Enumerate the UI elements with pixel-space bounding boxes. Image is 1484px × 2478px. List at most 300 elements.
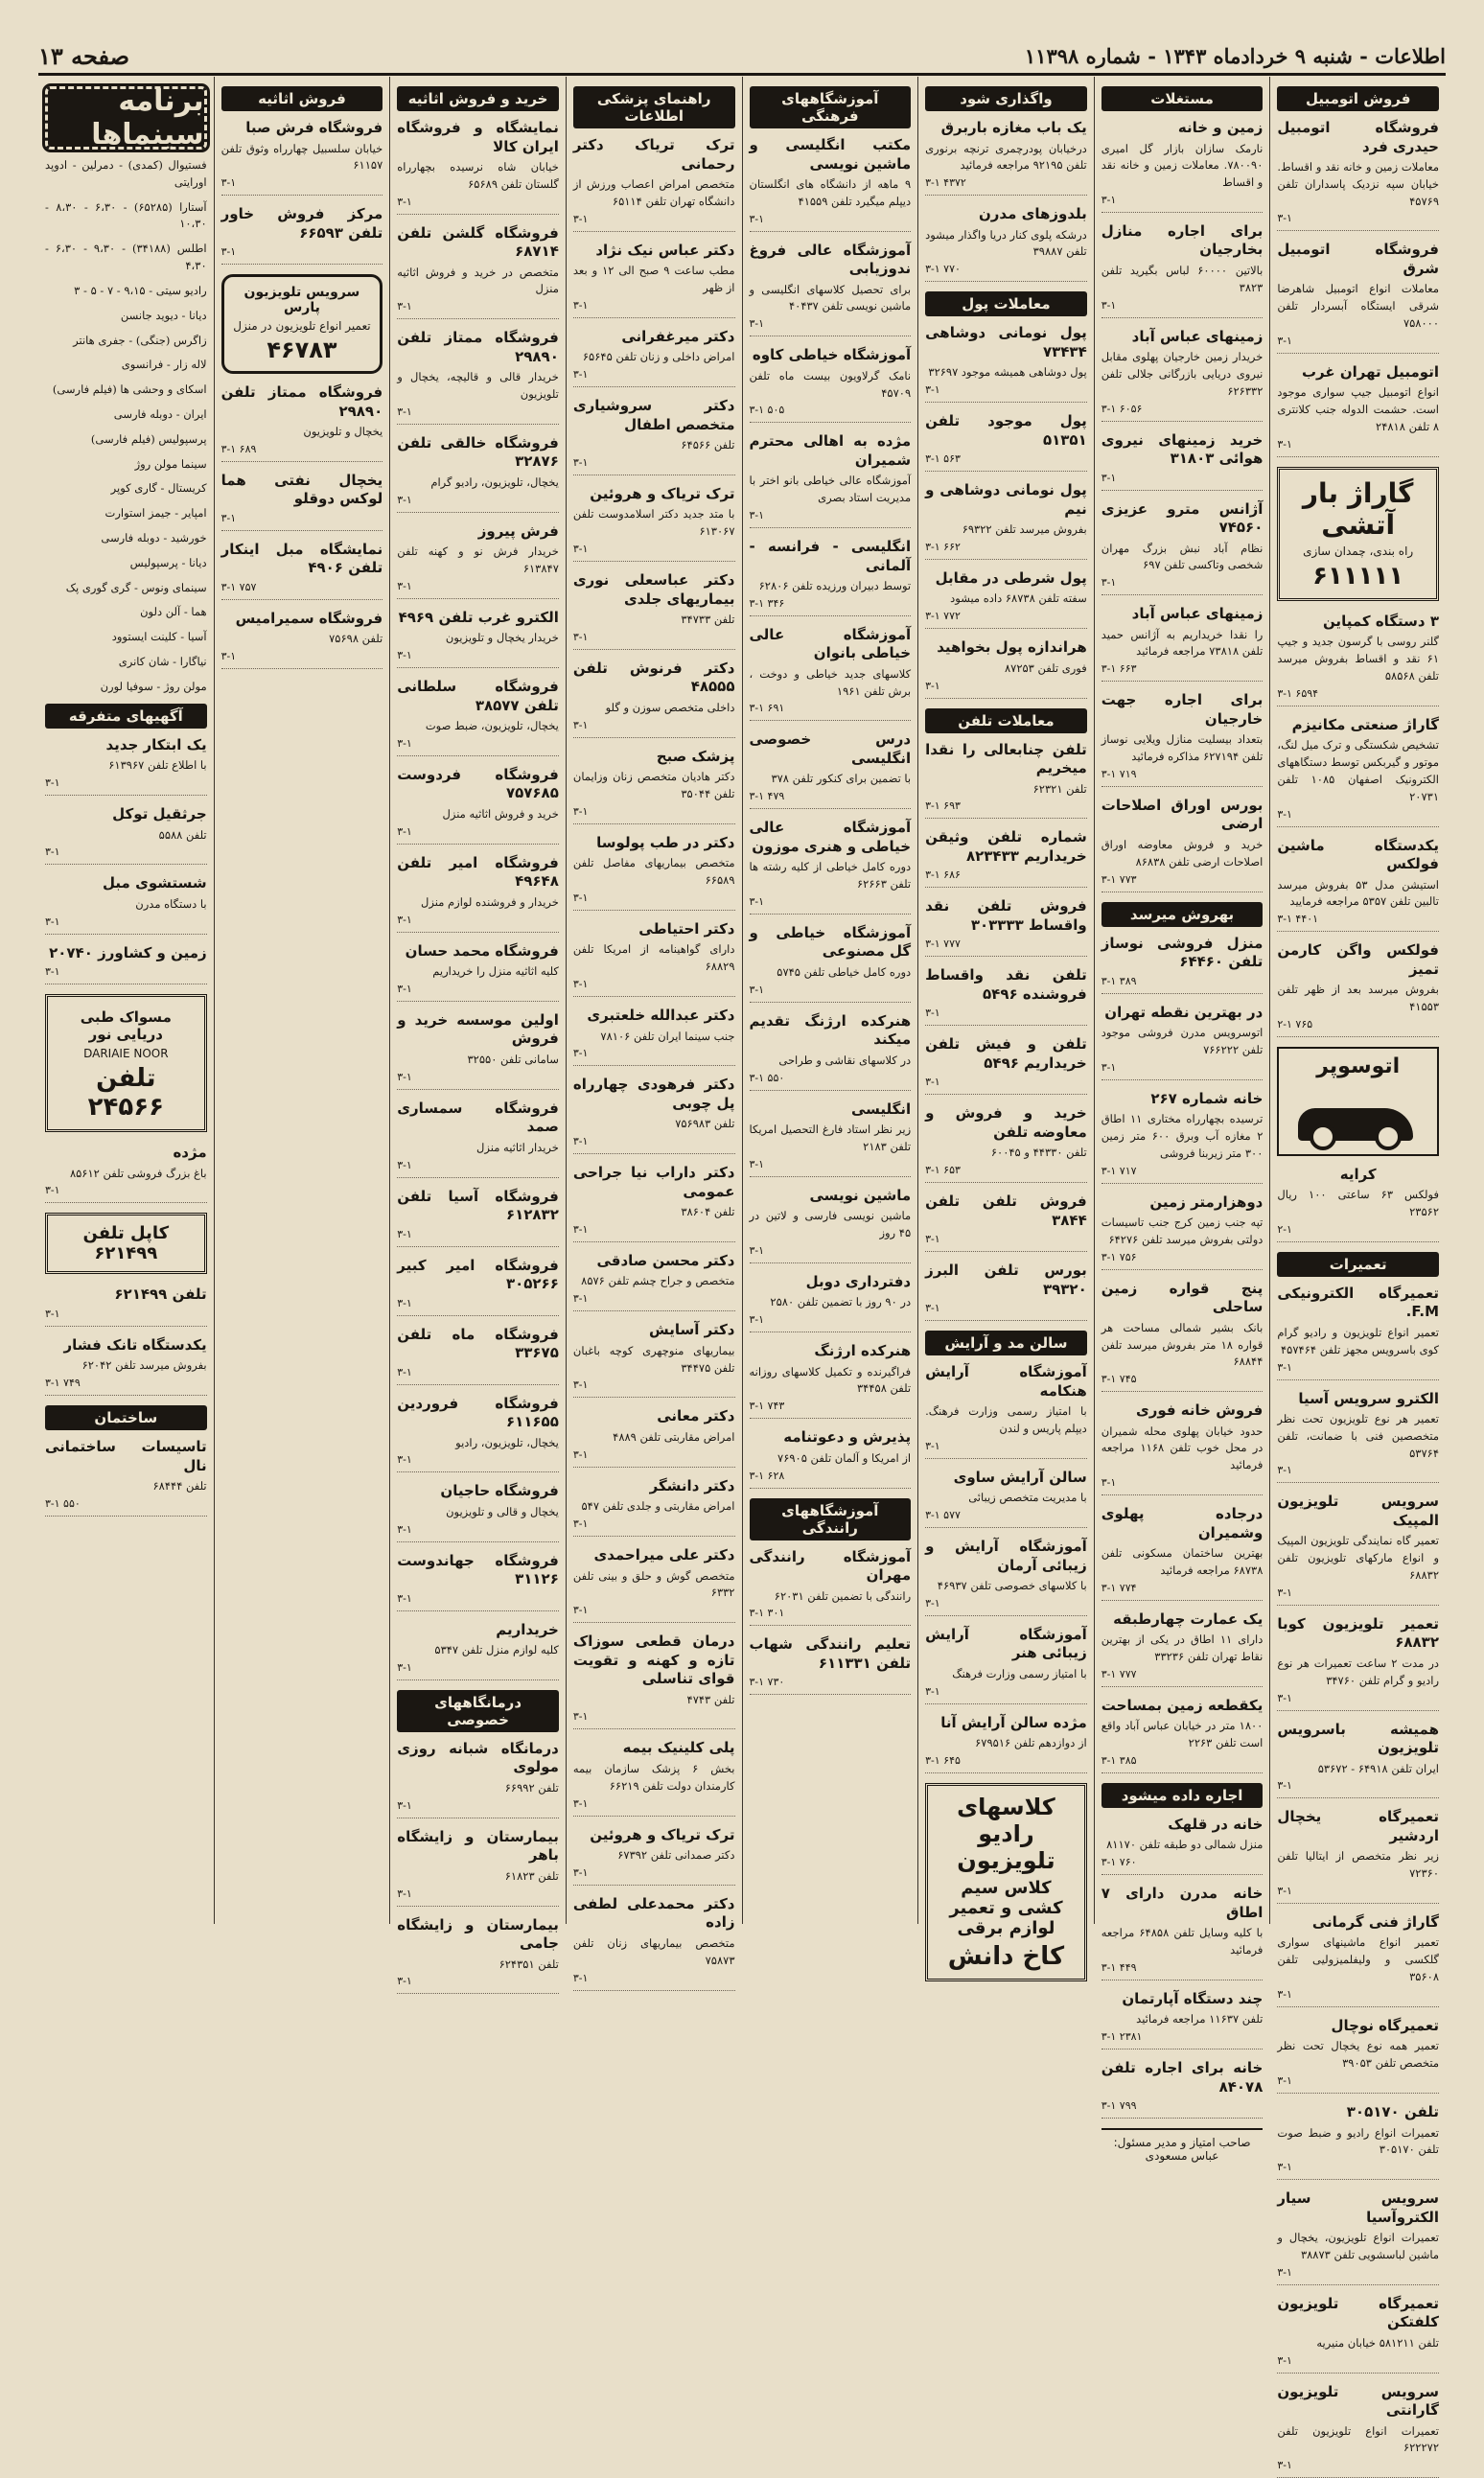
ad-body: یخچال، تلویزیون، رادیو [455, 1435, 559, 1449]
classified-ad [573, 571, 735, 650]
ad-code: ۳-۱ [45, 915, 60, 928]
ad-code: ۳-۱ [1101, 193, 1117, 206]
classified-ad [925, 324, 1087, 403]
ad-code: ۳-۱ [572, 1292, 589, 1306]
ad-title: دکتر داراب نیا جراحی عمومی [572, 1164, 735, 1200]
section-header: واگذاری شود [925, 86, 1087, 111]
ad-code: ۳-۱ [572, 1135, 589, 1148]
ad-code: ۳-۱ [749, 212, 765, 225]
classified-ad [1101, 1610, 1264, 1687]
car-icon [1298, 1108, 1413, 1141]
classified-ad [1101, 119, 1264, 213]
ad-code: ۳-۱ [749, 317, 765, 331]
ad-title: آموزشگاه عالی فروغ ندوزیابی [749, 241, 912, 278]
ad-body: نامک گرلاویون بیست ماه تلفن ۴۵۷۰۹ [749, 368, 912, 400]
ad-code: ۳-۱ ۵۰۵ [749, 404, 785, 417]
ad-title: زمین و کشاورز ۲۰۷۴۰ [49, 943, 207, 961]
tv-service-number: ۴۶۷۸۳ [267, 336, 337, 364]
classified-ad [750, 626, 912, 722]
ad-body: با تضمین برای کنکور تلفن ۳۷۸ [771, 772, 912, 786]
classified-ad [1101, 691, 1264, 787]
ad-body: را نقدا خریداریم به آژانس حمید تلفن ۷۳۸۱۸ مراجعه فرمائید [1101, 627, 1264, 659]
ad-title: مژده به اهالی محترم شمیران [749, 432, 912, 469]
ad-title: فروشگاه سمساری صمد [397, 1099, 559, 1136]
ad-title: فروشگاه جهاندوست ۳۱۱۲۶ [397, 1551, 559, 1588]
ad-code: ۳-۱ ۷۹۹ [1101, 2099, 1137, 2113]
cinema-listing: نیاگارا - شان کانری [118, 655, 207, 669]
ad-body: بالاتین ۶۰۰۰۰ لباس بگیرید تلفن ۳۸۲۳ [1101, 263, 1264, 294]
ad-body: تلفن ۴۷۴۳ [686, 1692, 735, 1706]
classified-ad [925, 1262, 1087, 1321]
classified-ad [925, 966, 1087, 1026]
cinema-listing: مولن روژ - سوفیا لورن [100, 679, 207, 693]
ad-code: ۳-۱ [397, 1660, 412, 1674]
ad-body: دکتر هادیان متخصص زنان وزایمان تلفن ۳۵۰۴۴ [572, 770, 735, 800]
classified-ad [1101, 222, 1264, 318]
classified-ad [1101, 1990, 1264, 2050]
ad-body: تعمیر گاه نمایندگی تلویزیون المپیک و انواع مارکهای تلویزیون تلفن ۶۸۸۳۲ [1277, 1534, 1439, 1583]
tv-service-ad [221, 274, 383, 374]
classified-ad [397, 609, 559, 668]
ad-code: ۲-۱ ۷۶۵ [1277, 1017, 1313, 1031]
ad-code: ۳-۱ [925, 1076, 940, 1089]
ad-code: ۳-۱ [572, 1710, 589, 1724]
ad-code: ۳-۱ ۷۷۴ [1101, 1581, 1137, 1594]
ad-body: منزل شمالی دو طبقه تلفن ۸۱۱۷۰ [1106, 1838, 1264, 1852]
ad-body: سفته تلفن ۶۸۷۳۸ داده میشود [950, 591, 1087, 606]
classified-ad [221, 541, 383, 600]
ad-code: ۳-۱ [925, 1439, 940, 1452]
ad-code: ۳-۱ [925, 1684, 940, 1698]
ad-code: ۳-۱ ۶۹۳ [925, 799, 961, 813]
ad-title: ترک تریاک دکتر رحمانی [572, 136, 735, 173]
ad-title: دکتر عباسعلی نوری بیماریهای جلدی [572, 571, 735, 608]
classified-ad [397, 1100, 559, 1178]
classified-ad [573, 1826, 735, 1886]
ad-code: ۳-۱ ۶۸۹ [220, 442, 257, 455]
classified-ad [397, 1257, 559, 1316]
classified-ad [573, 136, 735, 232]
section-header: فروش اثاثیه [221, 86, 383, 111]
classified-ad [1101, 2059, 1264, 2119]
ad-title: فروشگاه فروردین ۶۱۱۶۵۵ [397, 1394, 559, 1430]
ad-code: ۳-۱ ۳۸۵ [1101, 1753, 1137, 1767]
ad-code: ۳-۱ [1277, 1586, 1292, 1599]
ad-title: بیمارستان و زایشگاه جامی [397, 1915, 559, 1953]
cinema-listing: امپایر - جیمز استوارت [104, 506, 207, 521]
ad-title: آموزشگاه عالی خیاطی و هنری موزون [749, 819, 912, 855]
ad-code: ۳-۱ [1277, 2265, 1292, 2279]
ad-body: متخصص و جراح چشم تلفن ۸۵۷۶ [581, 1274, 735, 1288]
ad-title: انگلیسی [850, 1100, 912, 1118]
ad-title: فروشگاه محمد حسان [405, 941, 559, 960]
ad-title: هنرکده ارژنگ [814, 1342, 912, 1360]
ad-code: ۳-۱ [572, 1865, 589, 1879]
ad-title: تعمیرگاه الکترونیکی F.M. [1277, 1284, 1439, 1321]
ad-code: ۳-۱ [397, 1296, 412, 1309]
ad-body: تلفن ۵۸۱۲۱۱ خیابان منیریه [1316, 2335, 1439, 2350]
ad-title: یکدستگاه ماشین فولکس [1277, 836, 1439, 872]
ad-code: ۳-۱ [45, 776, 60, 789]
ad-body: ترسیده بچهارراه مختاری ۱۱ اطاق ۲ مغازه آب وبرق ۶۰۰ متر زمین ۳۰۰ متر زیربنا فروشی [1101, 1112, 1264, 1160]
classified-ad [750, 924, 912, 1003]
classified-ad [45, 805, 207, 865]
ad-title: فروشگاه فردوست ۷۵۷۶۸۵ [397, 765, 559, 802]
garage-ad-box [1277, 467, 1439, 601]
ad-title: فروشگاه اتومبیل شرق [1277, 241, 1439, 277]
ad-code: ۳-۱ [45, 965, 60, 979]
ad-code: ۳-۱ [749, 509, 765, 521]
garage-ad-title: گاراژ بار آتشی [1302, 476, 1414, 541]
ad-code: ۳-۱ ۷۴۹ [45, 1377, 81, 1390]
ad-code: ۳-۱ ۷۴۳ [749, 1400, 785, 1413]
ad-code: ۳-۱ [397, 982, 412, 995]
ad-title: فروشگاه سلطانی تلفن ۳۸۵۷۷ [397, 678, 559, 714]
ad-code: ۳-۱ ۷۱۷ [1101, 1164, 1137, 1177]
classified-ad [1277, 2383, 1439, 2478]
ad-code: ۳-۱ [572, 1604, 589, 1617]
classified-ad [397, 1188, 559, 1247]
ad-code: ۳-۱ ۴۴۰۱ [1277, 913, 1319, 926]
ad-code: ۳-۱ [397, 824, 412, 838]
classified-ad [1101, 431, 1264, 491]
ad-code: ۳-۱ [572, 1971, 589, 1984]
ad-body: یخچال و قالی و تلویزیون [446, 1504, 559, 1518]
classified-ad [397, 1740, 559, 1818]
classified-ad [397, 434, 559, 513]
ad-code: ۳-۱ [749, 1313, 765, 1327]
ad-code: ۳-۱ [749, 983, 765, 996]
ad-body: توسط دبیران ورزیده تلفن ۶۲۸۰۶ [758, 579, 912, 592]
ad-code: ۳-۱ [397, 1365, 412, 1378]
tv-service-subtitle: تعمیر انواع تلویزیون در منزل [233, 319, 371, 334]
ad-title: درمانگاه شبانه روزی مولوی [397, 1739, 559, 1776]
ad-body: خریدار فرش نو و کهنه تلفن ۶۱۳۸۴۷ [397, 544, 559, 575]
ad-title: دوهزارمتر زمین [1149, 1193, 1264, 1211]
classified-ad [573, 1407, 735, 1467]
ad-code: ۳-۱ [1101, 576, 1117, 590]
classified-ad [925, 119, 1087, 196]
ad-title: تعلیم رانندگی شهاب تلفن ۶۱۱۳۳۱ [749, 1635, 912, 1672]
toothbrush-ad [45, 994, 207, 1132]
ad-body: یخچال و تلویزیون [303, 425, 383, 439]
classified-ad [925, 1469, 1087, 1528]
ad-title: پزشک صبح [656, 747, 735, 765]
ad-code: ۳-۱ [220, 511, 237, 524]
classified-ad [925, 1035, 1087, 1095]
ad-title: ترک تریاک و هروئین [590, 484, 735, 502]
ad-title: دکتر آسایش [649, 1321, 735, 1339]
ad-title: سالن آرایش ساوی [953, 1468, 1087, 1486]
ad-code: ۳-۱ [572, 212, 589, 225]
classified-ad [397, 1482, 559, 1541]
ad-title: دفترداری دوبل [805, 1272, 912, 1290]
ad-title: مکتب انگلیسی و ماشین نویسی [749, 136, 912, 173]
ad-title: دکتر میرغفرانی [621, 327, 735, 345]
ad-code: ۳-۱ [1277, 1360, 1292, 1374]
ad-body: گلنر روسی با گرسون جدید و جیپ ۶۱ نقد و اقساط بفروش میرسد تلفن ۵۸۵۶۸ [1277, 635, 1439, 683]
classified-ad [573, 660, 735, 738]
classified-ad [1277, 1615, 1439, 1711]
classified-ad [1277, 837, 1439, 933]
ad-body: تلفن ۶۲۳۲۱ [1032, 781, 1087, 796]
ad-title: درجاده پهلوی وشمیران [1101, 1505, 1264, 1541]
classified-ad [397, 854, 559, 933]
ad-code: ۳-۱ ۵۶۳ [925, 452, 961, 466]
ad-title: هراندازه پول بخواهید [937, 638, 1087, 657]
column-schools [742, 77, 918, 1924]
ad-body: با کلیه وسایل تلفن ۶۴۸۵۸ مراجعه فرمائید [1101, 1926, 1264, 1957]
masthead-issue-info: اطلاعات - شنبه ۹ خردادماه ۱۳۴۳ - شماره ۱۱۳۹۸ [1024, 43, 1446, 68]
ad-code: ۳-۱ [397, 1158, 412, 1171]
classified-ad [573, 1739, 735, 1816]
ad-title: زمینهای عباس آباد [1131, 605, 1264, 623]
section-header: آموزشگاههای فرهنگی [750, 86, 912, 128]
ad-code: ۳-۱ [1277, 2353, 1292, 2367]
section-header: راهنمای پزشکی اطلاعات [573, 86, 735, 128]
classified-ad [750, 1342, 912, 1419]
ad-title: هنرکده ارژنگ تقدیم میکند [749, 1011, 912, 1049]
classified-ad [1277, 119, 1439, 231]
ad-code: ۳-۱ [925, 679, 940, 692]
ad-body: کلیه لوازم منزل تلفن ۵۳۴۷ [434, 1643, 559, 1657]
classified-ad [1277, 613, 1439, 706]
classified-ad [573, 397, 735, 475]
ad-body: یخچال، تلویزیون، ضبط صوت [425, 719, 559, 733]
ad-body: خریدار یخچال و تلویزیون [445, 631, 559, 645]
classified-ad [1277, 1166, 1439, 1242]
classified-ad [397, 678, 559, 756]
ad-title: تلفن ۳۰۵۱۷۰ [1346, 2103, 1439, 2120]
ad-body: معاملات زمین و خانه نقد و اقساط. خیابان سپه نزدیک پاسداران تلفن ۴۵۷۶۹ [1277, 160, 1439, 208]
classified-ad [1277, 2295, 1439, 2374]
ad-body: متخصص بیماریهای زنان تلفن ۷۵۸۷۳ [572, 1935, 735, 1967]
ad-title: تعمیرگاه تلویزیون کلفتکن [1277, 2294, 1439, 2331]
ad-title: دکتر سروشیاری متخصص اطفال [572, 397, 735, 433]
ad-title: ترک تریاک و هروئین [590, 1825, 735, 1843]
ad-body: ایران تلفن ۶۴۹۱۸ - ۵۳۶۷۲ [1317, 1761, 1439, 1775]
ad-code: ۳-۱ [572, 1517, 589, 1530]
ad-title: مژده سالن آرایش آنا [940, 1713, 1087, 1731]
ad-title: خانه مدرن دارای ۷ اطاق [1101, 1885, 1264, 1921]
ad-code: ۳-۱ [1277, 1779, 1292, 1793]
ad-body: نارمک سازان بازار گل امیری ۷۸۰۰۹۰. معاملات زمین و خانه نقد و اقساط [1101, 141, 1264, 190]
ad-body: نظام آباد نبش بزرگ مهران شخصی وتاکسی تلفن ۶۹۷ [1101, 541, 1264, 572]
ad-body: تپه جنب زمین کرج جنب تاسیسات دولتی بفروش میرسد تلفن ۶۴۲۷۶ [1101, 1216, 1264, 1246]
ad-code: ۳-۱ [925, 383, 940, 397]
ad-body: ۱۸۰۰ متر در خیابان عباس آباد واقع است تلفن ۲۲۶۳ [1101, 1719, 1264, 1750]
ad-code: ۳-۱ [572, 630, 589, 643]
autosuper-brand: اتوسوپر [1316, 1054, 1401, 1078]
classified-ad [1277, 241, 1439, 353]
ad-title: فروشگاه ماه تلفن ۳۳۶۷۵ [397, 1325, 559, 1361]
classified-ad [750, 1273, 912, 1332]
ad-body: تعمیر همه نوع یخچال تحت نظر متخصص تلفن ۳۹۰۵۳ [1277, 2039, 1439, 2071]
ad-code: ۳-۱ [397, 736, 412, 750]
ad-code: ۳-۱ [397, 913, 412, 926]
ad-body: تعمیر انواع ماشینهای سواری گلکسی و ولیفلمیزولیی تلفن ۳۵۶۰۸ [1277, 1935, 1439, 1984]
classified-ad [1101, 1505, 1264, 1601]
ad-title: خرید و فروش و معاوضه تلفن [925, 1104, 1087, 1141]
ad-code: ۳-۱ [397, 1591, 412, 1605]
section-header: آموزشگاههای رانندگی [750, 1498, 912, 1540]
ad-body: بفروش میرسد بعد از ظهر تلفن ۴۱۵۵۳ [1277, 983, 1439, 1013]
ad-title: سرویس تلویزیون گارانتی [1277, 2382, 1439, 2420]
classified-ad [750, 730, 912, 809]
classified-ad [573, 1477, 735, 1537]
ad-code: ۳-۱ [749, 1243, 765, 1257]
ad-code: ۳-۱ [572, 1047, 589, 1060]
ad-code: ۳-۱ [397, 1453, 412, 1467]
classified-columns [38, 77, 1446, 2472]
ad-title: پول نومانی دوشاهی ۷۳۴۳۴ [925, 324, 1087, 360]
ad-code: ۳-۱ ۷۷۰ [925, 263, 961, 276]
cinema-listing: دیانا - پرسپولیس [129, 555, 207, 569]
classified-ad [925, 1193, 1087, 1252]
ad-code: ۳-۱ [1101, 298, 1117, 312]
ad-code: ۳-۱ ۷۷۷ [1101, 1667, 1137, 1680]
ad-title: نمایشگاه مبل اینکار تلفن ۴۹۰۶ [220, 540, 383, 577]
ad-body: با اطلاع تلفن ۶۱۳۹۶۷ [108, 758, 207, 773]
ad-body: تلفن ۱۱۶۳۷ مراجعه فرمائید [1136, 2012, 1264, 2026]
classified-ad [573, 1633, 735, 1729]
cinema-listing: ایران - دوبله فارسی [113, 406, 207, 421]
ad-title: خانه شماره ۲۶۷ [1150, 1089, 1264, 1107]
ad-title: زمین و خانه [1177, 119, 1264, 136]
ad-code: ۳-۱ [397, 1798, 412, 1812]
section-header: بهروش میرسد [1101, 902, 1264, 927]
classified-ad [45, 1285, 207, 1327]
page-number: صفحه ۱۳ [38, 41, 130, 70]
ad-code: ۳-۱ ۷۷۷ [925, 938, 961, 951]
classified-ad [750, 1428, 912, 1488]
ad-code: ۳-۱ [749, 894, 765, 908]
classified-ad [750, 432, 912, 528]
ad-body: تشخیص شکستگی و ترک میل لنگ، موتور و گیربکس توسط دستگاههای الکترونیک اصفهان ۱۰۸۵ تلفن ۲۰۷۳۱ [1277, 738, 1439, 803]
ad-title: مژده [173, 1144, 207, 1162]
ad-body: تلفن ۳۴۷۳۳ [681, 613, 735, 626]
ad-title: منزل فروشی نوساز تلفن ۶۴۴۶۰ [1101, 934, 1264, 970]
section-header: معاملات تلفن [925, 708, 1087, 733]
column-real-estate [1094, 77, 1270, 2164]
classified-ad [1277, 1390, 1439, 1484]
ad-body: خریدار و فروشنده لوازم منزل [421, 894, 559, 909]
ad-code: ۳-۱ [1277, 334, 1292, 347]
section-header: اجاره داده میشود [1101, 1783, 1264, 1808]
ad-title: درس خصوصی انگلیسی [749, 730, 912, 767]
classified-ad [1277, 941, 1439, 1037]
ad-title: دکتر عباس نیک نژاد [595, 241, 735, 259]
ad-code: ۳-۱ [749, 1157, 765, 1170]
classified-ad [1277, 363, 1439, 457]
ad-title: یکقطعه زمین بمساحت [1101, 1696, 1264, 1714]
ad-body: تعمیرات انواع تلویزیون، یخچال و ماشین لباسشویی تلفن ۳۸۸۷۳ [1277, 2231, 1439, 2261]
ad-body: حدود خیابان پهلوی محله شمیران در محل خوب تلفن ۱۱۶۸ مراجعه فرمائید [1101, 1424, 1264, 1472]
cinema-listing: سینما مولن روژ [134, 456, 207, 471]
ad-body: درشکه پلوی کنار دریا واگذار میشود تلفن ۳۹۸۸۷ [925, 227, 1087, 259]
ad-body: فوری تلفن ۸۷۲۵۳ [1004, 660, 1087, 675]
ad-body: زیر نظر متخصص از ایتالیا تلفن ۷۲۳۶۰ [1277, 1849, 1439, 1881]
ad-body: برای تحصیل کلاسهای انگلیسی و ماشین نویسی تلفن ۴۰۴۳۷ [749, 282, 912, 313]
column-cinema [38, 77, 214, 1924]
column-transfers-money-phone [917, 77, 1094, 1971]
classified-ad [925, 897, 1087, 957]
ad-body: بفروش میرسد تلفن ۶۲۰۴۲ [81, 1358, 207, 1373]
ad-body: اتوسرویس مدرن فروشی موجود تلفن ۷۶۶۲۲۲ [1101, 1026, 1264, 1056]
ad-code: ۳-۱ [925, 1596, 940, 1610]
ad-code: ۳-۱ [1101, 1476, 1117, 1490]
ad-body: ماشین نویسی فارسی و لاتین در ۴۵ روز [749, 1209, 912, 1239]
classified-ad [221, 383, 383, 462]
classified-ad [573, 834, 735, 911]
ad-title: فروشگاه ممتاز تلفن ۲۹۸۹۰ [220, 383, 383, 420]
ad-title: بیمارستان و زایشگاه باهر [397, 1827, 559, 1864]
ad-body: تلفن ۶۱۸۲۳ [504, 1868, 559, 1883]
ad-title: نمایشگاه و فروشگاه ایران کالا [397, 119, 559, 155]
ad-body: فولکس ۶۳ ساعتی ۱۰۰ ریال ۲۳۵۶۲ [1277, 1188, 1439, 1219]
ad-code: ۳-۱ [397, 493, 412, 506]
ad-title: اولین موسسه خرید و فروش [397, 1010, 559, 1048]
ad-body: متخصص در خرید و فروش اثاثیه منزل [397, 265, 559, 296]
ad-code: ۳-۱ [220, 650, 237, 663]
cinema-listing: دیانا - دیوید جانسن [120, 308, 207, 322]
ad-title: دکتر عبدالله خلعتبری [587, 1007, 735, 1024]
garage-ad-subtitle: راه بندی، چمدان سازی [1303, 544, 1414, 558]
ad-title: آموزشگاه آرایش هنکامه [925, 1363, 1087, 1400]
ad-code: ۳-۱ [1277, 2074, 1292, 2087]
cinema-listing: زاگرس (جنگی) - جفری هانتر [73, 333, 207, 347]
ad-body: تعمیرات انواع رادیو و ضبط صوت تلفن ۳۰۵۱۷۰ [1277, 2125, 1439, 2157]
ad-title: چند دستگاه آپارتمان [1122, 1989, 1264, 2007]
ad-code: ۳-۱ [1277, 2161, 1292, 2174]
classified-ad [573, 1007, 735, 1066]
classified-ad [1101, 935, 1264, 994]
classified-ad [925, 741, 1087, 820]
cinema-listing: اطلس (۳۴۱۸۸) - ۹،۳۰ - ۶،۳۰ - ۴،۳۰ [45, 242, 207, 273]
classified-ad [925, 569, 1087, 629]
ad-title: کرایه [1339, 1165, 1377, 1183]
cinema-listing: رادیو سیتی - ۹،۱۵ - ۷ - ۵ - ۳ [74, 283, 207, 297]
cinema-listing: فستیوال (کمدی) - دمرلین - ادوپد اورایتی [45, 158, 207, 189]
ad-title: آموزشگاه خیاطی کاوه [752, 346, 912, 364]
ad-body: یخچال، تلویزیون، رادیو گرام [430, 475, 559, 489]
ad-code: ۳-۱ ۷۱۹ [1101, 767, 1137, 780]
section-header: آگهیهای متفرقه [45, 704, 207, 729]
section-header: ساختمان [45, 1405, 207, 1430]
toothbrush-ad-title: مسواک طبی دریایی نور [80, 1008, 172, 1044]
ad-title: فولکس واگن کارمن تمیز [1277, 941, 1439, 978]
ad-title: تلفن چنابعالی را نقدا میخریم [925, 740, 1087, 776]
ad-body: خرید و فروش اثاثیه منزل [442, 806, 559, 821]
radio-tv-classes-title: کلاسهای رادیو تلویزیون [957, 1794, 1055, 1874]
classified-ad [925, 412, 1087, 472]
section-header: فروش اتومبیل [1277, 86, 1439, 111]
ad-title: سرویس سیار الکتروآسیا [1277, 2189, 1439, 2226]
ad-body: مطب ساعت ۹ صبح الی ۱۲ و بعد از ظهر [572, 264, 735, 294]
cinema-listing: آستارا (۶۵۲۸۵) - ۶،۳۰ - ۸،۳۰ - ۱۰،۳۰ [45, 199, 207, 231]
ad-code: ۳-۱ ۳۸۹ [1101, 974, 1137, 987]
classified-ad [925, 1104, 1087, 1183]
capel-ad-title: کاپل تلفن ۶۲۱۴۹۹ [82, 1223, 170, 1264]
ad-body: با امتیاز رسمی وزارت فرهنگ [952, 1666, 1087, 1680]
publisher-note: صاحب امتیاز و مدیر مسئول: عباس مسعودی [1101, 2128, 1264, 2163]
garage-ad-number: ۶۱۱۱۱۱ [1312, 561, 1404, 591]
ad-body: استیشن مدل ۵۳ بفروش میرسد تالبین تلفن ۵۳۵۷ مراجعه فرمایید [1277, 877, 1439, 909]
classified-ad [1101, 1090, 1264, 1184]
ad-title: تعمیرگاه نوچال [1331, 2016, 1439, 2034]
ad-body: فراگیرنده و تکمیل کلاسهای روزانه تلفن ۳۴۴۵۸ [749, 1364, 912, 1396]
ad-code: ۳-۱ ۷۵۶ [1101, 1250, 1137, 1263]
